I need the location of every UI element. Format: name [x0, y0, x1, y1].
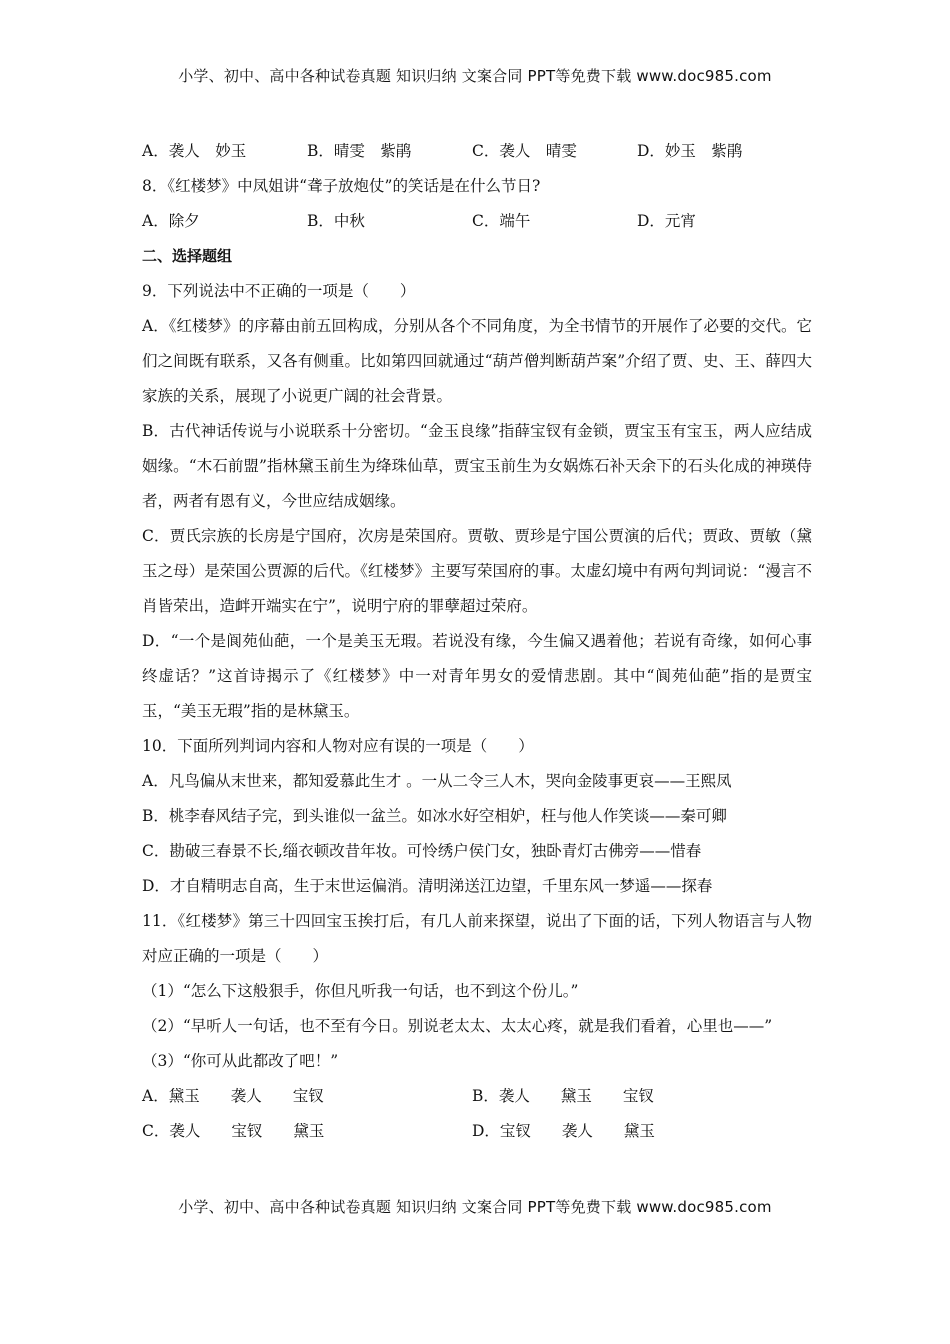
q11-option-a: A．黛玉 袭人 宝钗	[142, 1087, 324, 1105]
q7-options	[142, 134, 812, 169]
q7-option-a: A．袭人 妙玉	[142, 142, 247, 160]
page-header: 小学、初中、高中各种试卷真题 知识归纳 文案合同 PPT等免费下载 www.doc985.com	[178, 67, 772, 85]
q10-stem: 10．下面所列判词内容和人物对应有误的一项是（ ）	[142, 737, 534, 755]
q11-option-d: D．宝钗 袭人 黛玉	[472, 1122, 655, 1140]
q8-option-c: C．端午	[472, 212, 531, 230]
q10-option-c: C．勘破三春景不长,缁衣顿改昔年妆。可怜绣户侯门女，独卧青灯古佛旁——惜春	[142, 842, 702, 860]
q9-option-d: D．“一个是阆苑仙葩，一个是美玉无瑕。若说没有缘，今生偏又遇着他；若说有奇缘，如何心事终虚话？”这首诗揭示了《红楼梦》中一对青年男女的爱情悲剧。其中“阆苑仙葩”指的是贾宝玉，“美玉无瑕”指的是林黛玉。	[142, 632, 812, 720]
q8-option-d: D．元宵	[637, 212, 696, 230]
q8-options	[142, 204, 812, 239]
q10-option-d: D．才自精明志自高，生于末世运偏消。清明涕送江边望，千里东风一梦遥——探春	[142, 877, 713, 895]
q11-option-b: B．袭人 黛玉 宝钗	[472, 1087, 654, 1105]
q7-option-c: C．袭人 晴雯	[472, 142, 577, 160]
q9-stem: 9．下列说法中不正确的一项是（ ）	[142, 282, 416, 300]
q11-options-row-1	[142, 1079, 812, 1114]
section-title: 二、选择题组	[142, 247, 233, 265]
q8-stem: 8．《红楼梦》中凤姐讲“聋子放炮仗”的笑话是在什么节日?	[142, 177, 541, 195]
q11-statement-1: （1）“怎么下这般狠手，你但凡听我一句话，也不到这个份儿。”	[142, 982, 579, 1000]
q9-option-b: B．古代神话传说与小说联系十分密切。“金玉良缘”指薛宝钗有金锁，贾宝玉有宝玉，两人应结成姻缘。“木石前盟”指林黛玉前生为绛珠仙草，贾宝玉前生为女娲炼石补天余下的石头化成的神瑛侍者，两者有恩有义，今世应结成姻缘。	[142, 422, 812, 510]
q11-options-row-2	[142, 1114, 812, 1149]
q10-option-a: A．凡鸟偏从末世来，都知爱慕此生才 。一从二令三人木，哭向金陵事更哀——王熙凤	[142, 772, 732, 790]
q8-option-a: A．除夕	[142, 212, 200, 230]
q9-option-a: A．《红楼梦》的序幕由前五回构成，分别从各个不同角度，为全书情节的开展作了必要的交代。它们之间既有联系，又各有侧重。比如第四回就通过“葫芦僧判断葫芦案”介绍了贾、史、王、薛四大家族的关系，展现了小说更广阔的社会背景。	[142, 317, 812, 405]
q10-option-b: B．桃李春风结子完，到头谁似一盆兰。如冰水好空相妒，枉与他人作笑谈——秦可卿	[142, 807, 727, 825]
q7-option-b: B．晴雯 紫鹃	[307, 142, 412, 160]
page-footer: 小学、初中、高中各种试卷真题 知识归纳 文案合同 PPT等免费下载 www.doc985.com	[178, 1198, 772, 1216]
q11-statement-3: （3）“你可从此都改了吧！”	[142, 1052, 339, 1070]
q9-option-c: C．贾氏宗族的长房是宁国府，次房是荣国府。贾敬、贾珍是宁国公贾演的后代；贾政、贾敏（黛玉之母）是荣国公贾源的后代。《红楼梦》主要写荣国府的事。太虚幻境中有两句判词说：“漫言不肖皆荣出，造衅开端实在宁”，说明宁府的罪孽超过荣府。	[142, 527, 812, 615]
q11-option-c: C．袭人 宝钗 黛玉	[142, 1122, 325, 1140]
q8-option-b: B．中秋	[307, 212, 365, 230]
q11-statement-2: （2）“早听人一句话，也不至有今日。别说老太太、太太心疼，就是我们看着，心里也——”	[142, 1017, 773, 1035]
q11-stem: 11．《红楼梦》第三十四回宝玉挨打后，有几人前来探望，说出了下面的话，下列人物语言与人物对应正确的一项是（ ）	[142, 912, 812, 965]
q7-option-d: D．妙玉 紫鹃	[637, 142, 743, 160]
page-content	[142, 134, 812, 1149]
